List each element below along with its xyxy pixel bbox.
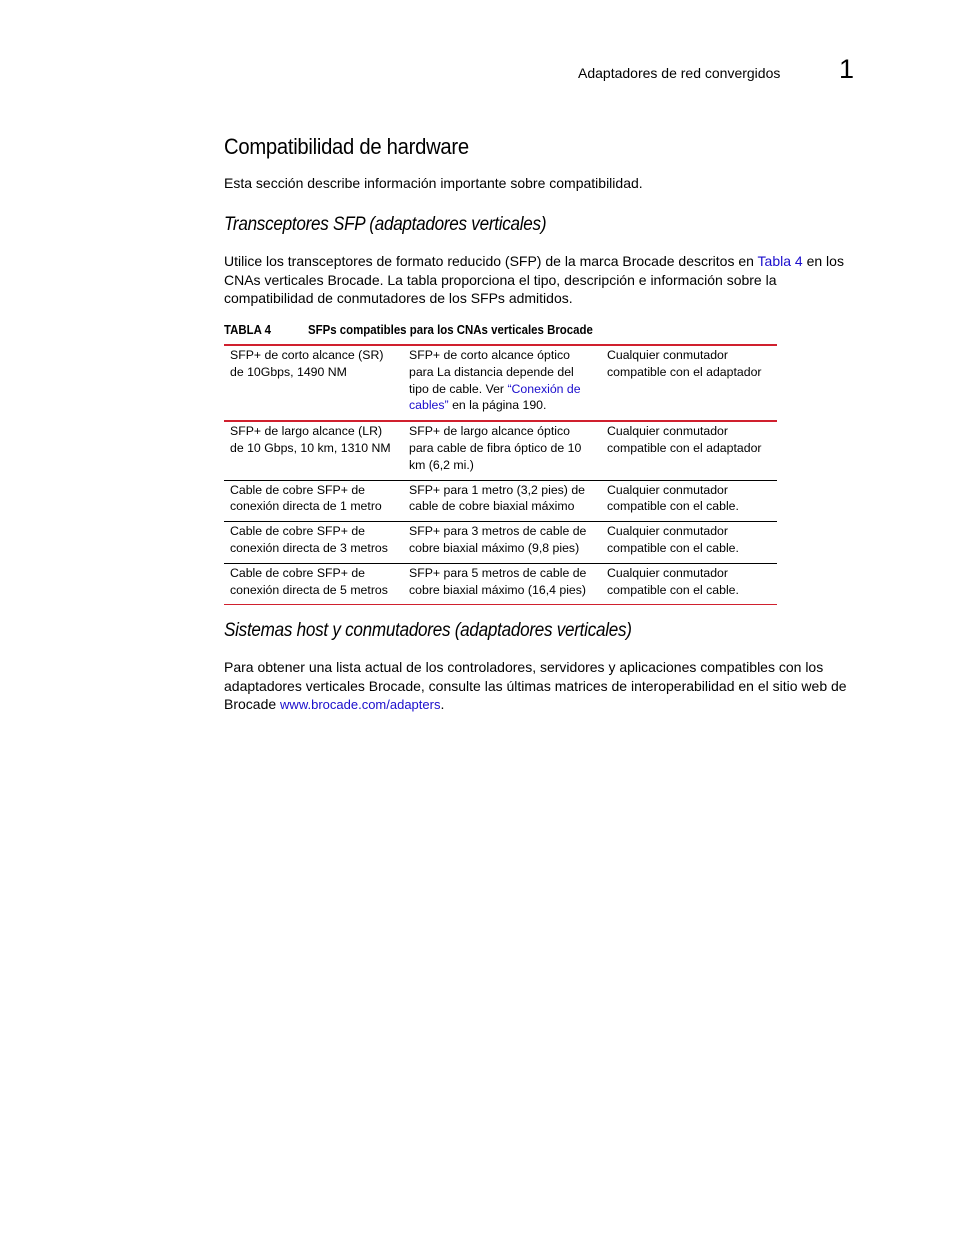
hosts-subheading: Sistemas host y conmutadores (adaptadores verticales) [224,620,632,641]
conexion-de-cables-link[interactable]: “Conexión de cables” [409,381,581,413]
table-row [224,563,777,605]
cell-description: SFP+ de largo alcance óptico para cable de fibra óptico de 10 km (6,2 mi.) [403,421,601,480]
brocade-adapters-link[interactable]: www.brocade.com/adapters [280,697,441,713]
cell-description-text-end: en la página 190. [448,398,547,413]
cell-compatibility: Cualquier conmutador compatible con el adaptador [607,348,762,379]
cell-compatibility: Cualquier conmutador compatible con el cable. [601,522,777,564]
chapter-number: 1 [839,54,855,84]
cell-description: SFP+ para 5 metros de cable de cobre biaxial máximo (16,4 pies) [403,563,601,605]
running-header-title: Adaptadores de red convergidos [578,65,781,81]
sfp-table [224,344,777,605]
cell-description-text: SFP+ de corto alcance óptico para La distancia depende del tipo de cable. Ver [409,348,574,396]
cell-compatibility: Cualquier conmutador compatible con el adaptador [601,421,777,480]
table-row [224,345,777,421]
table-row [224,480,777,522]
hosts-paragraph-text-end: . [440,696,445,713]
cell-type: Cable de cobre SFP+ de conexión directa de 5 metros [224,563,403,605]
cell-type: Cable de cobre SFP+ de conexión directa de 3 metros [224,522,403,564]
cell-compatibility: Cualquier conmutador compatible con el cable. [601,480,777,522]
sfp-paragraph-text-end: en los CNAs verticales Brocade. La tabla proporciona el tipo, descripción e información sobre la compatibilidad de conmutadores de los SFPs admitidos. [224,253,844,307]
cell-description: SFP+ para 1 metro (3,2 pies) de cable de cobre biaxial máximo [403,480,601,522]
sfp-subheading: Transceptores SFP (adaptadores verticales) [224,214,547,235]
section-intro: Esta sección describe información importante sobre compatibilidad. [224,175,643,191]
table-row [224,522,777,564]
hosts-paragraph [224,658,874,715]
table-4-link[interactable]: Tabla 4 [757,253,803,269]
cell-description: SFP+ para 3 metros de cable de cobre biaxial máximo (9,8 pies) [403,522,601,564]
cell-type: SFP+ de largo alcance (LR) de 10 Gbps, 10 km, 1310 NM [224,421,403,480]
table-row [224,421,777,480]
sfp-paragraph-text: Utilice los transceptores de formato reducido (SFP) de la marca Brocade descritos en [224,253,758,269]
table-caption [224,322,632,337]
sfp-paragraph [224,252,869,308]
table-title: SFPs compatibles para los CNAs verticales Brocade [308,322,593,337]
cell-compatibility: Cualquier conmutador compatible con el cable. [601,563,777,605]
cell-type: SFP+ de corto alcance (SR) de 10Gbps, 1490 NM [230,348,384,379]
cell-type: Cable de cobre SFP+ de conexión directa de 1 metro [224,480,403,522]
section-heading: Compatibilidad de hardware [224,134,469,159]
table-label: TABLA 4 [224,322,272,337]
hosts-paragraph-text: Para obtener una lista actual de los controladores, servidores y aplicaciones compatibles con los adaptadores verticales Brocade, consulte las últimas matrices de interoperabilidad en el sitio web de Brocade [224,659,847,713]
cell-description [403,345,601,421]
